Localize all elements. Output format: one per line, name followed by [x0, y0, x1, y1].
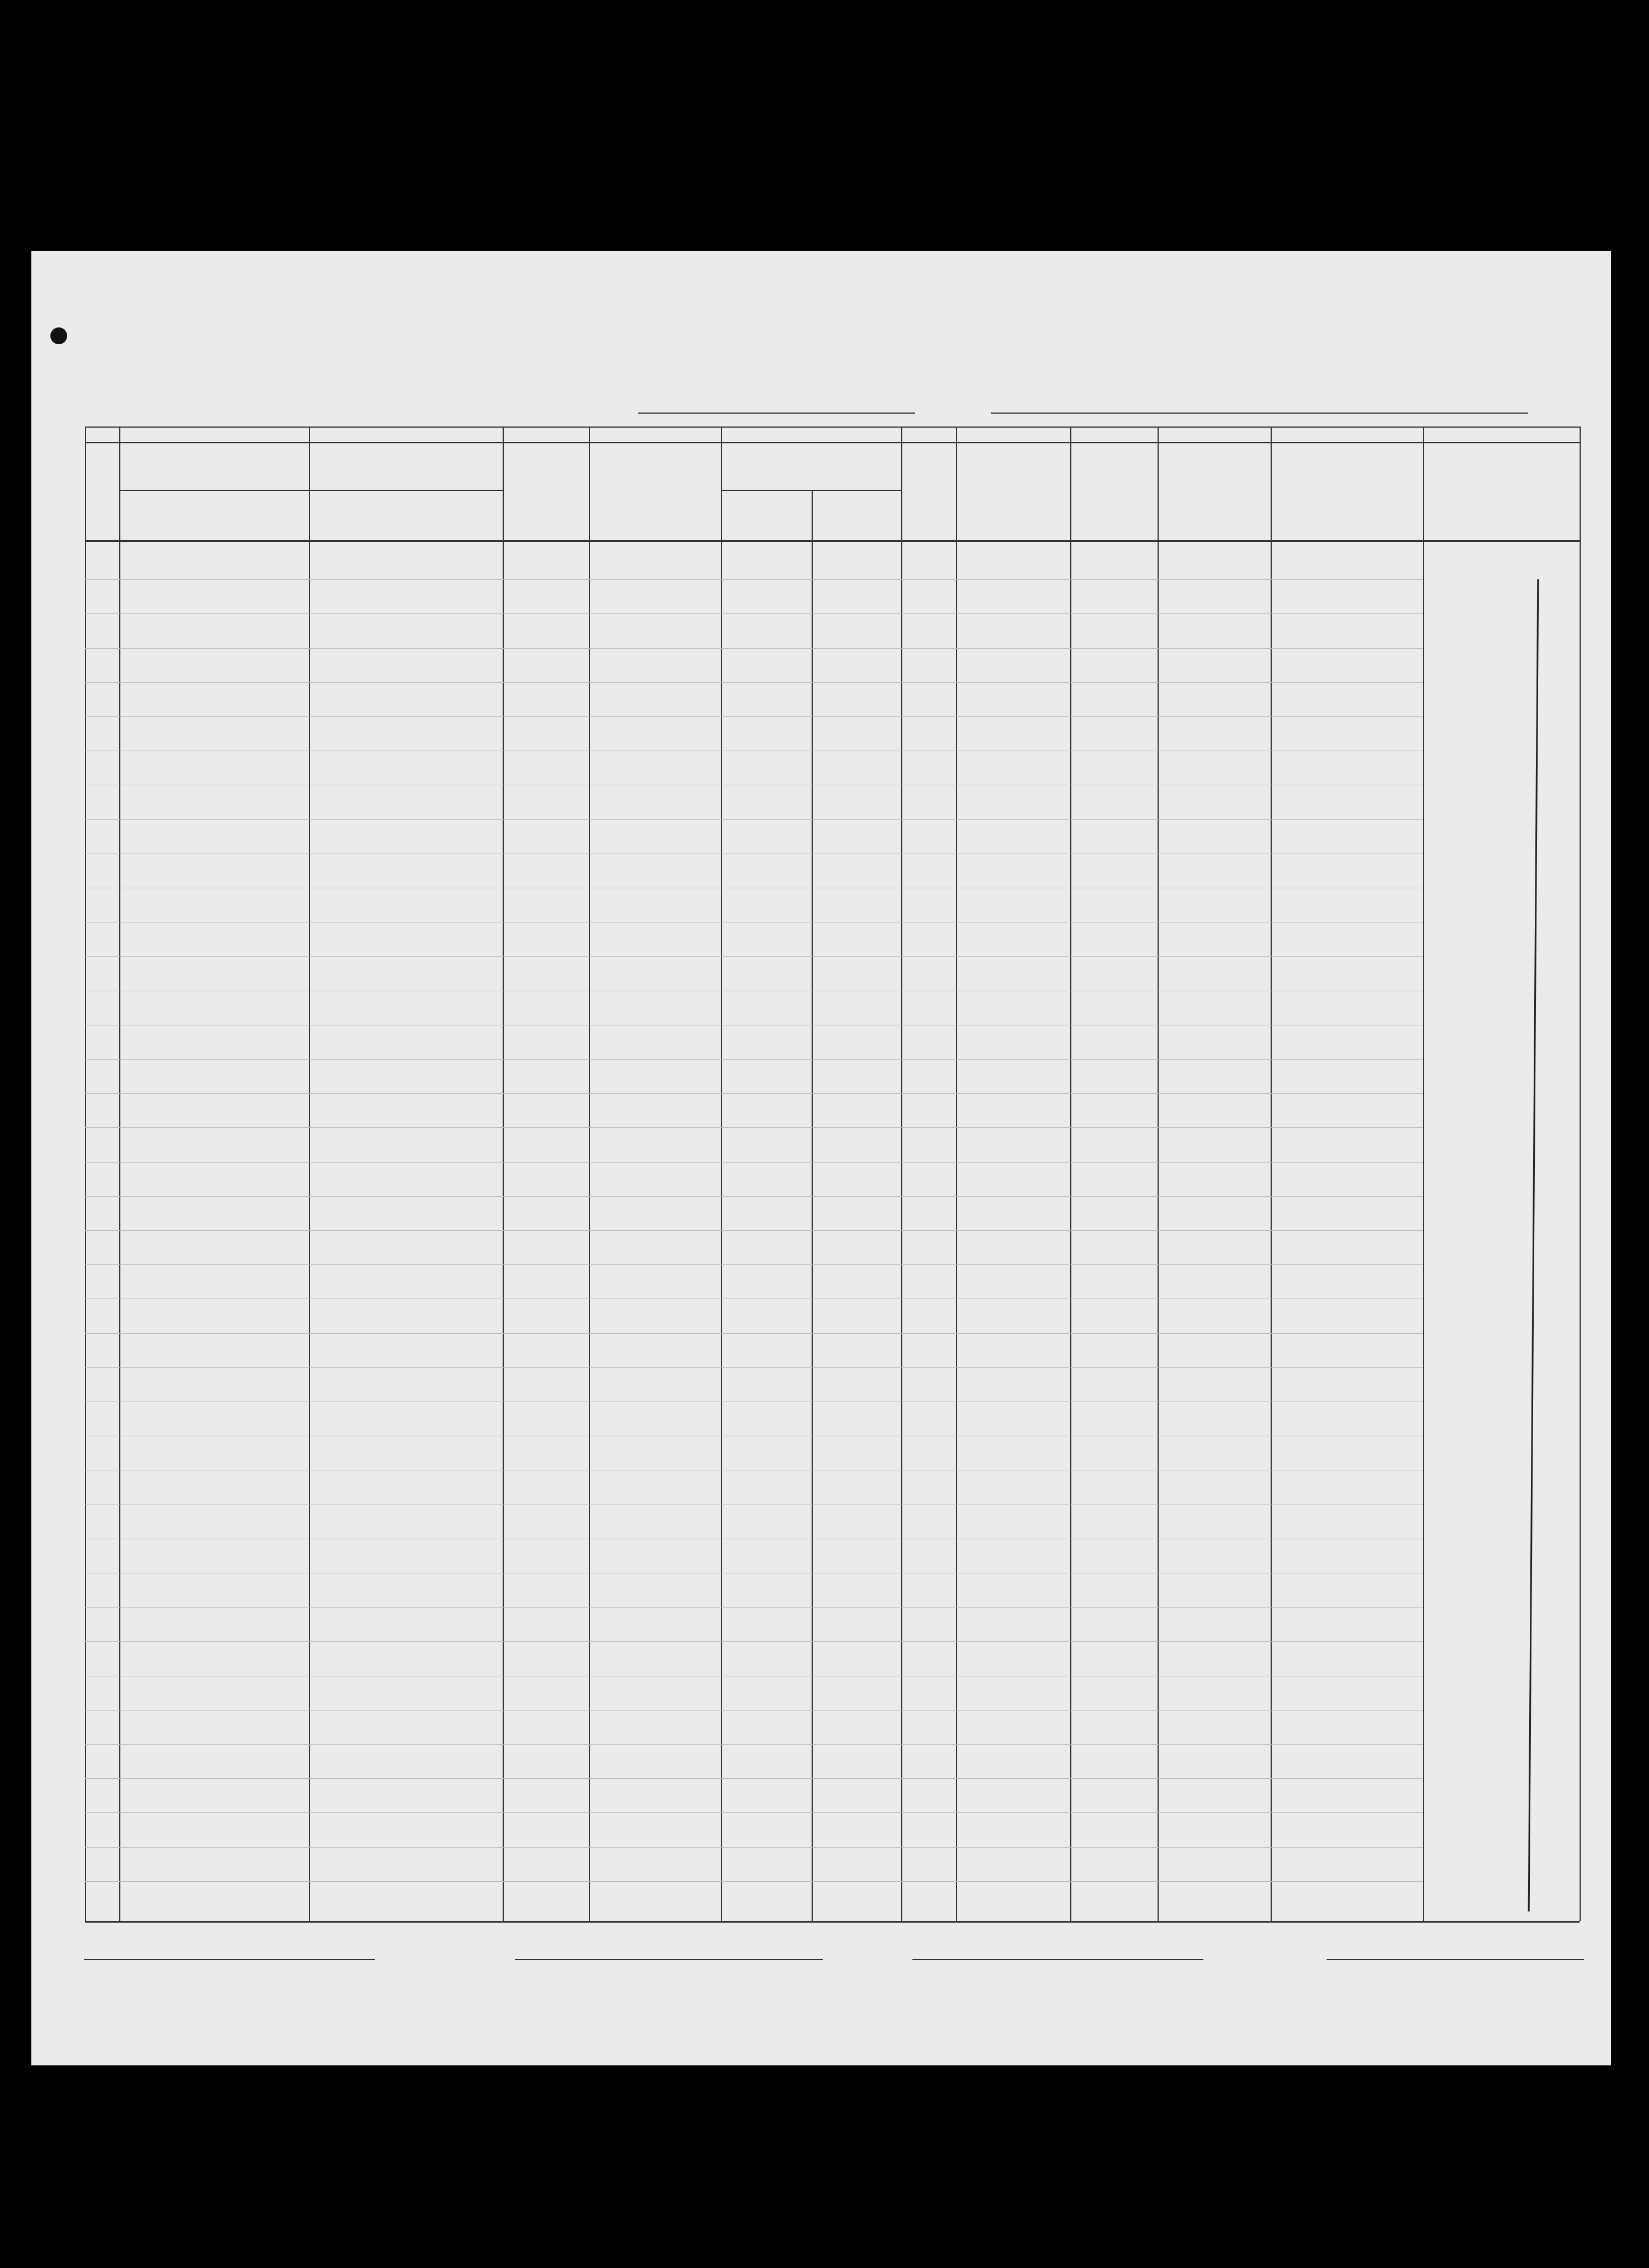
column-rule — [812, 490, 813, 1921]
row-separator — [85, 1881, 1423, 1882]
row-separator — [85, 1196, 1423, 1197]
owners-underline — [515, 1959, 823, 1960]
row-rule — [85, 1921, 1580, 1923]
column-rule — [1070, 427, 1071, 1921]
column-rule — [901, 427, 902, 1921]
row-separator — [85, 819, 1423, 820]
column-rule — [1423, 427, 1424, 1921]
row-separator — [85, 1641, 1423, 1642]
row-separator — [85, 613, 1423, 614]
column-rule — [956, 427, 957, 1921]
row-separator — [85, 1607, 1423, 1608]
row-separator — [85, 1230, 1423, 1231]
row-separator — [85, 1812, 1423, 1813]
row-rule — [119, 490, 503, 491]
line-underline — [84, 1959, 375, 1960]
column-rule — [1158, 427, 1159, 1921]
agents-underline — [912, 1959, 1203, 1960]
row-separator — [85, 1333, 1423, 1334]
row-separator — [85, 1367, 1423, 1368]
row-separator — [85, 1710, 1423, 1711]
officer-underline — [1327, 1959, 1584, 1960]
row-separator — [85, 956, 1423, 957]
column-rule — [1580, 427, 1581, 1921]
manifest-sheet — [31, 251, 1611, 2065]
column-rule — [309, 490, 310, 1921]
punch-hole — [50, 327, 67, 344]
row-separator — [85, 1059, 1423, 1060]
row-separator — [85, 648, 1423, 649]
arriving-underline — [991, 413, 1528, 414]
row-rule — [85, 427, 1580, 428]
row-separator — [85, 1847, 1423, 1848]
row-separator — [85, 1127, 1423, 1128]
row-separator — [85, 1264, 1423, 1265]
row-separator — [85, 1744, 1423, 1745]
sailing-underline — [638, 413, 915, 414]
column-rule — [721, 427, 722, 1921]
row-separator — [85, 1778, 1423, 1779]
row-separator — [85, 716, 1423, 717]
column-rule — [589, 427, 590, 1921]
row-separator — [85, 1093, 1423, 1094]
row-separator — [85, 579, 1423, 580]
column-rule — [119, 427, 120, 1921]
row-separator — [85, 1162, 1423, 1163]
column-rule — [1271, 427, 1272, 1921]
column-rule — [503, 427, 504, 1921]
row-rule — [85, 540, 1580, 542]
row-separator — [85, 682, 1423, 683]
row-rule — [721, 490, 901, 491]
column-rule — [85, 427, 86, 1921]
row-rule — [85, 442, 1580, 443]
